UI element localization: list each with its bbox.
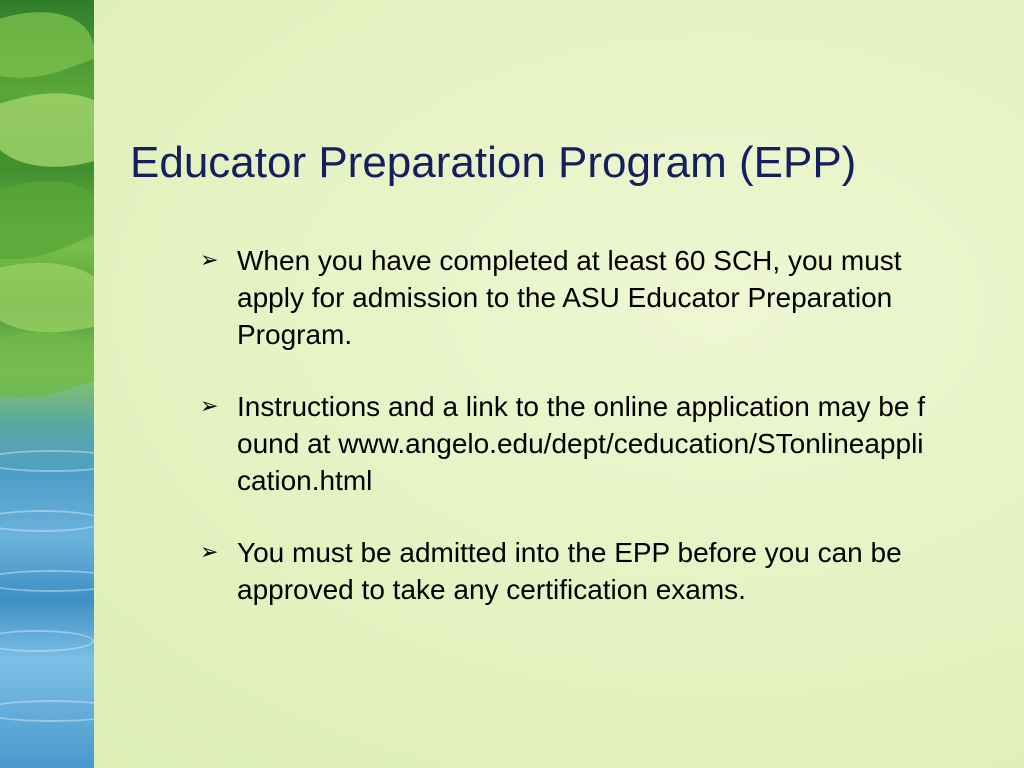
bullet-item (200, 242, 930, 353)
decorative-leaf-water-strip (0, 0, 94, 768)
bullet-text: You must be admitted into the EPP before you can be approved to take any certification exams. (237, 537, 902, 605)
bullet-item (200, 534, 930, 608)
leaf-decoration (0, 75, 94, 186)
water-ripple-decoration (0, 450, 94, 472)
arrow-bullet-icon: ➢ (200, 248, 219, 273)
bullet-text: When you have completed at least 60 SCH, you must apply for admission to the ASU Educator Preparation Program. (237, 245, 902, 350)
water-ripple-decoration (0, 700, 94, 722)
slide-title: Educator Preparation Program (EPP) (130, 138, 857, 187)
bullet-item (200, 388, 930, 499)
water-ripple-decoration (0, 510, 94, 532)
bullet-list (200, 242, 930, 643)
bullet-text: Instructions and a link to the online application may be found at www.angelo.edu/dept/ceducation/STonlineapplication.html (237, 391, 925, 496)
water-ripple-decoration (0, 630, 94, 652)
arrow-bullet-icon: ➢ (200, 394, 219, 419)
arrow-bullet-icon: ➢ (200, 540, 219, 565)
leaf-decoration (0, 0, 94, 98)
water-ripple-decoration (0, 570, 94, 592)
